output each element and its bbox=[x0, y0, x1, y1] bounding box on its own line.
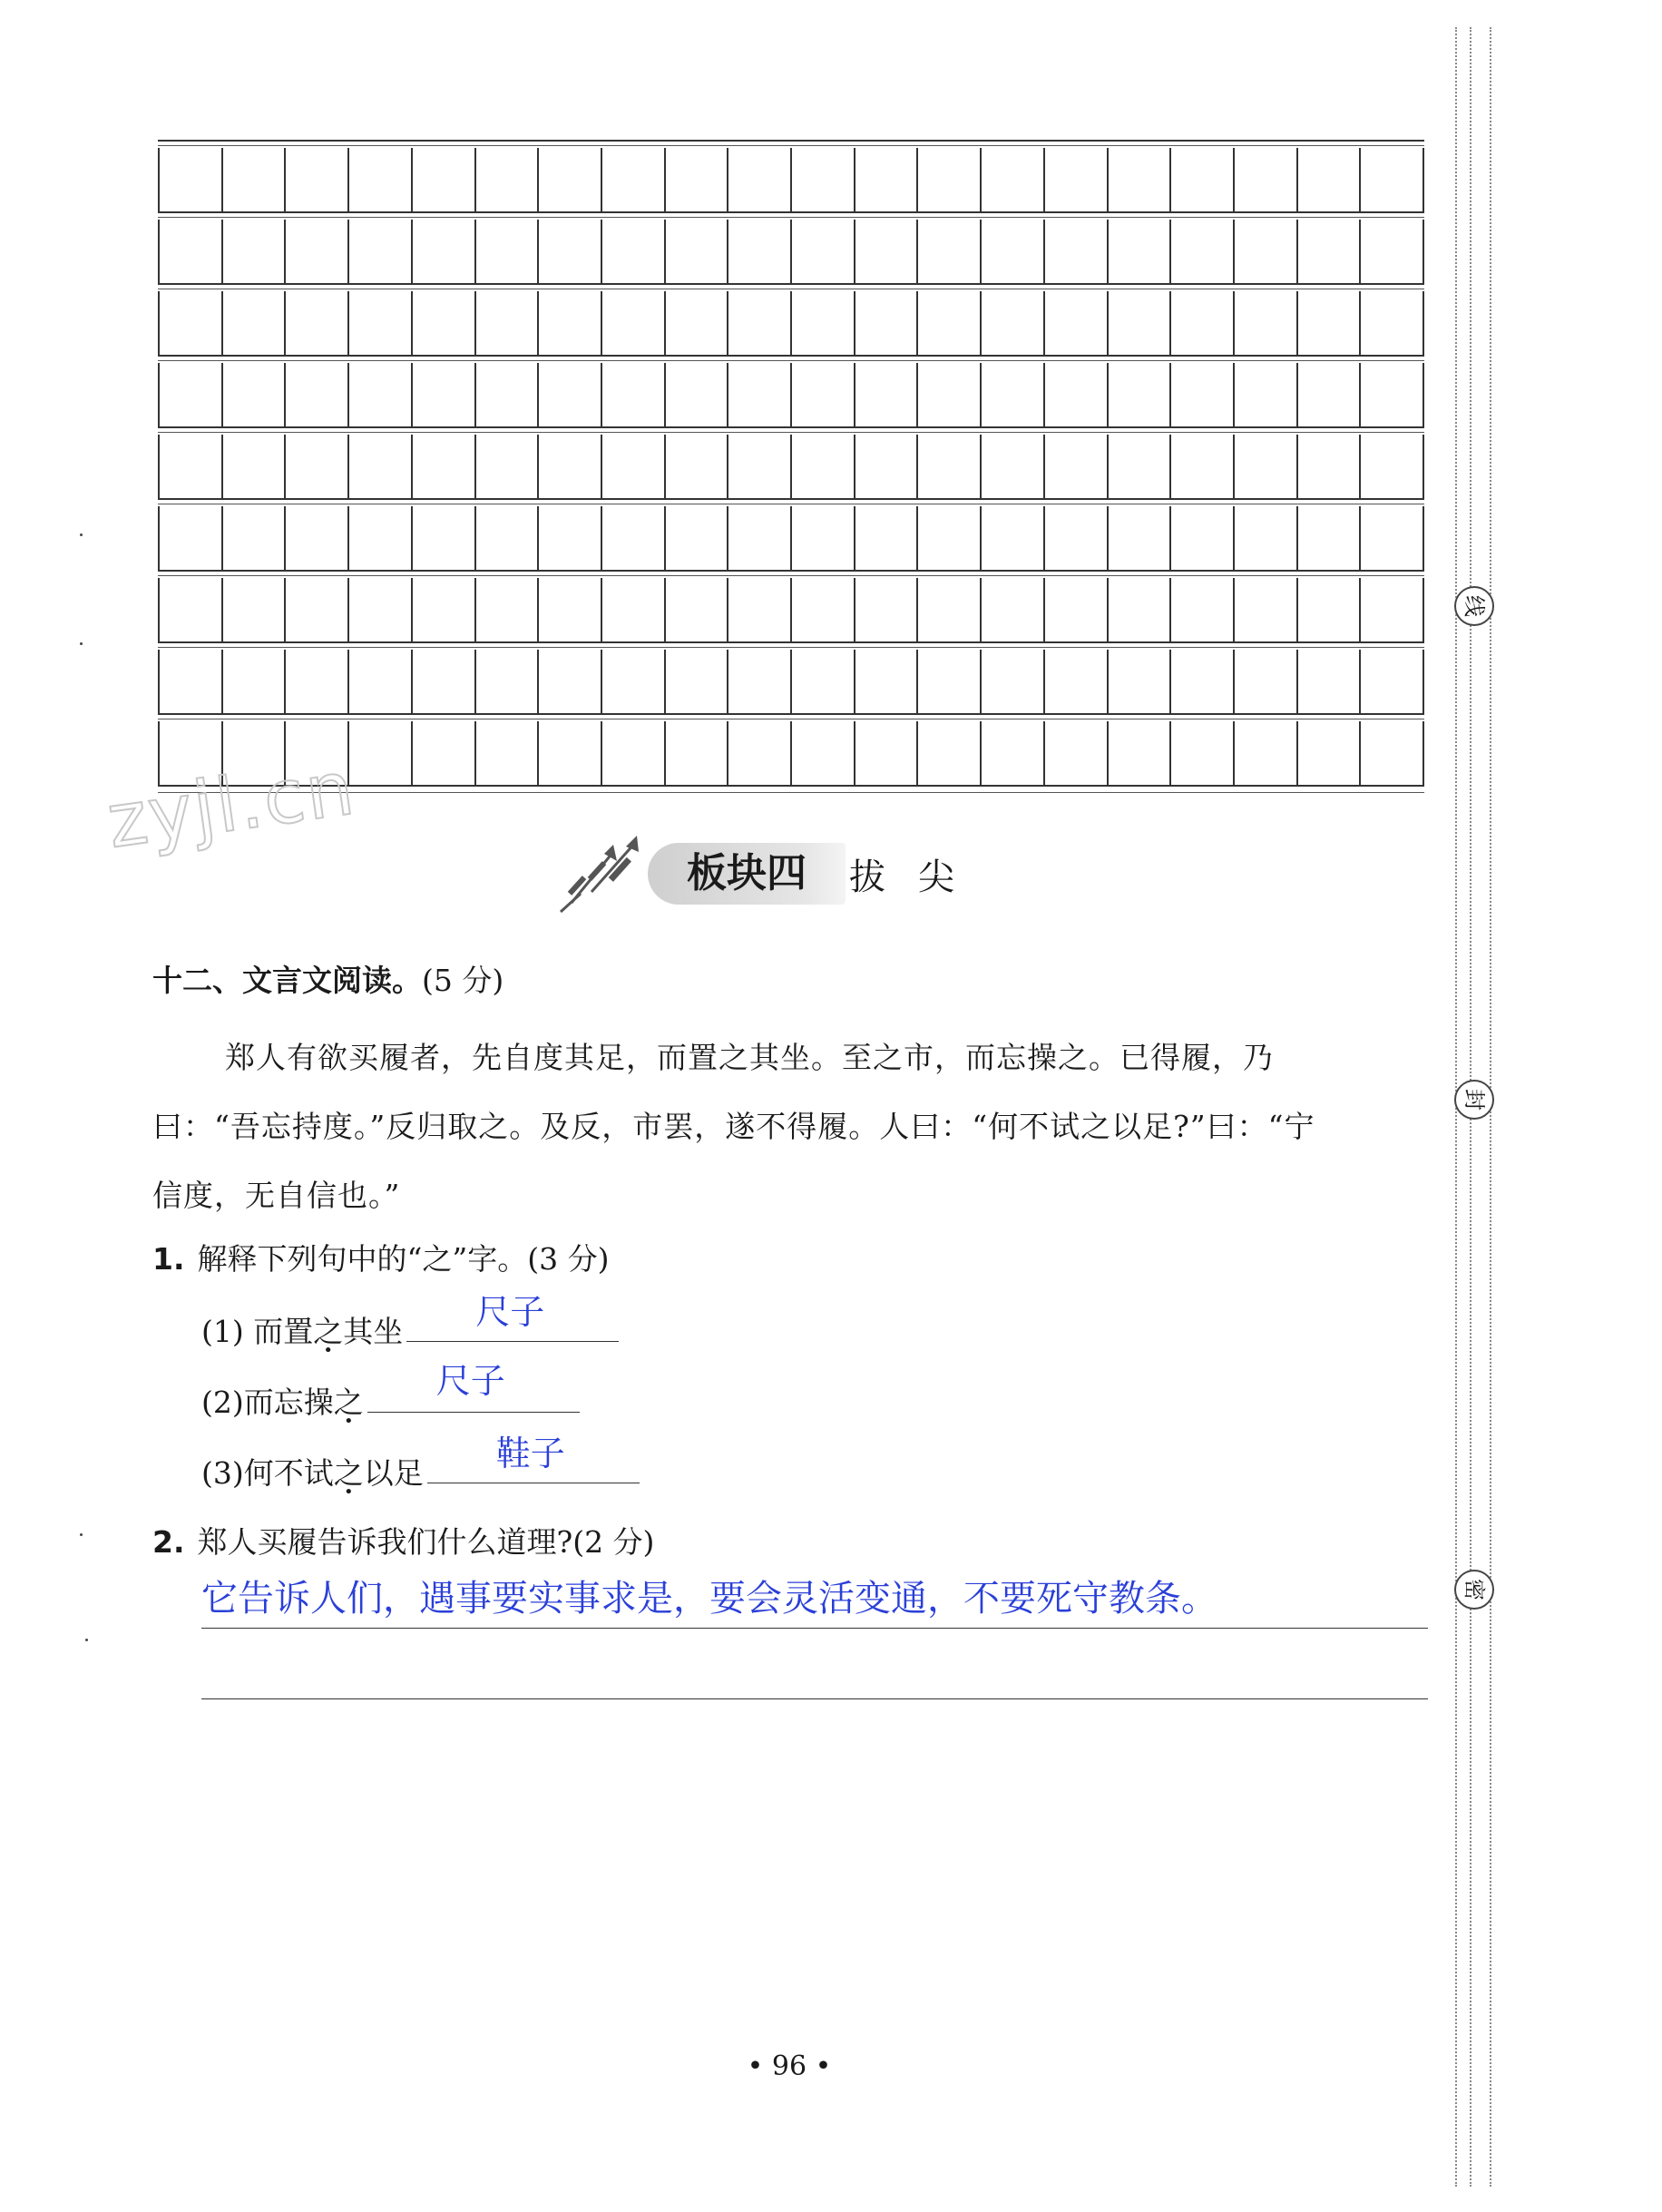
grid-cell[interactable] bbox=[855, 506, 919, 570]
grid-cell[interactable] bbox=[1109, 291, 1172, 355]
grid-cell[interactable] bbox=[1171, 650, 1235, 713]
grid-cell[interactable] bbox=[160, 578, 223, 641]
grid-cell[interactable] bbox=[476, 650, 540, 713]
grid-cell[interactable] bbox=[413, 148, 476, 211]
grid-cell[interactable] bbox=[1045, 220, 1109, 283]
grid-cell[interactable] bbox=[1298, 721, 1362, 785]
grid-cell[interactable] bbox=[792, 435, 855, 498]
grid-cell[interactable] bbox=[792, 506, 855, 570]
grid-cell[interactable] bbox=[539, 650, 602, 713]
grid-cell[interactable] bbox=[982, 650, 1045, 713]
grid-cell[interactable] bbox=[476, 506, 540, 570]
grid-cell[interactable] bbox=[666, 578, 729, 641]
grid-cell[interactable] bbox=[792, 291, 855, 355]
grid-cell[interactable] bbox=[1235, 363, 1298, 426]
sub-question-text: 以足 bbox=[363, 1455, 424, 1491]
grid-cell[interactable] bbox=[918, 721, 982, 785]
grid-cell[interactable] bbox=[728, 650, 792, 713]
grid-cell[interactable] bbox=[223, 506, 287, 570]
grid-cell[interactable] bbox=[539, 506, 602, 570]
grid-cell[interactable] bbox=[286, 148, 349, 211]
grid-cell[interactable] bbox=[286, 650, 349, 713]
grid-cell[interactable] bbox=[1045, 506, 1109, 570]
section-subtitle: 拔尖 bbox=[849, 856, 987, 898]
grid-cell[interactable] bbox=[1171, 506, 1235, 570]
grid-cell[interactable] bbox=[476, 148, 540, 211]
answer-line[interactable] bbox=[201, 1628, 1428, 1629]
grid-cell[interactable] bbox=[1298, 291, 1362, 355]
grid-cell[interactable] bbox=[349, 578, 413, 641]
grid-cell[interactable] bbox=[792, 148, 855, 211]
binding-mark: 线 bbox=[1454, 586, 1494, 626]
grid-cell[interactable] bbox=[1298, 435, 1362, 498]
grid-cell[interactable] bbox=[855, 363, 919, 426]
grid-cell[interactable] bbox=[160, 220, 223, 283]
grid-cell[interactable] bbox=[1235, 650, 1298, 713]
grid-cell[interactable] bbox=[539, 578, 602, 641]
grid-cell[interactable] bbox=[1109, 650, 1172, 713]
emphasis-char: 之 bbox=[333, 1455, 364, 1491]
grid-cell[interactable] bbox=[1109, 363, 1172, 426]
grid-cell[interactable] bbox=[476, 291, 540, 355]
speck bbox=[80, 1533, 83, 1536]
grid-cell[interactable] bbox=[1235, 721, 1298, 785]
grid-cell[interactable] bbox=[982, 721, 1045, 785]
grid-cell[interactable] bbox=[602, 291, 666, 355]
grid-cell[interactable] bbox=[223, 291, 287, 355]
grid-cell[interactable] bbox=[602, 578, 666, 641]
grid-cell[interactable] bbox=[349, 506, 413, 570]
sub-question-3 bbox=[201, 1434, 640, 1493]
grid-cell[interactable] bbox=[1045, 578, 1109, 641]
grid-cell[interactable] bbox=[160, 363, 223, 426]
grid-cell[interactable] bbox=[349, 435, 413, 498]
grid-cell[interactable] bbox=[666, 291, 729, 355]
grid-cell[interactable] bbox=[223, 435, 287, 498]
binding-mark: 封 bbox=[1454, 1080, 1494, 1120]
question-number: 1. bbox=[152, 1241, 185, 1277]
grid-cell[interactable] bbox=[1045, 721, 1109, 785]
binding-mark: 密 bbox=[1454, 1570, 1494, 1610]
grid-cell[interactable] bbox=[666, 363, 729, 426]
grid-cell[interactable] bbox=[349, 220, 413, 283]
grid-cell[interactable] bbox=[855, 148, 919, 211]
grid-cell[interactable] bbox=[223, 363, 287, 426]
grid-cell[interactable] bbox=[1298, 506, 1362, 570]
grid-cell[interactable] bbox=[160, 148, 223, 211]
grid-cell[interactable] bbox=[982, 363, 1045, 426]
grid-cell[interactable] bbox=[539, 363, 602, 426]
grid-cell[interactable] bbox=[286, 435, 349, 498]
grid-cell[interactable] bbox=[286, 363, 349, 426]
grid-cell[interactable] bbox=[413, 220, 476, 283]
grid-cell[interactable] bbox=[1171, 148, 1235, 211]
grid-cell[interactable] bbox=[792, 650, 855, 713]
grid-cell[interactable] bbox=[413, 506, 476, 570]
grid-cell[interactable] bbox=[413, 578, 476, 641]
grid-cell[interactable] bbox=[413, 363, 476, 426]
grid-cell[interactable] bbox=[918, 148, 982, 211]
grid-cell[interactable] bbox=[855, 220, 919, 283]
grid-cell[interactable] bbox=[728, 721, 792, 785]
grid-cell[interactable] bbox=[223, 578, 287, 641]
grid-cell[interactable] bbox=[728, 363, 792, 426]
sub-question-text: (3)何不试 bbox=[201, 1455, 334, 1491]
grid-cell[interactable] bbox=[666, 650, 729, 713]
grid-cell[interactable] bbox=[982, 291, 1045, 355]
grid-cell[interactable] bbox=[1235, 220, 1298, 283]
grid-cell[interactable] bbox=[1171, 578, 1235, 641]
grid-row bbox=[158, 355, 1424, 426]
page-number: • 96 • bbox=[747, 2051, 832, 2082]
speck bbox=[80, 533, 83, 536]
grid-cell[interactable] bbox=[1171, 291, 1235, 355]
grid-cell[interactable] bbox=[286, 578, 349, 641]
passage-line: 信度，无自信也。” bbox=[152, 1178, 401, 1213]
grid-cell[interactable] bbox=[855, 578, 919, 641]
grid-cell[interactable] bbox=[160, 506, 223, 570]
grid-cell[interactable] bbox=[413, 291, 476, 355]
question-prompt: 解释下列句中的“之”字。(3 分) bbox=[197, 1241, 610, 1277]
question-number: 2. bbox=[152, 1524, 185, 1560]
grid-cell[interactable] bbox=[1045, 435, 1109, 498]
question-prompt: 郑人买履告诉我们什么道理?(2 分) bbox=[197, 1524, 655, 1560]
grid-cell[interactable] bbox=[476, 435, 540, 498]
speck bbox=[85, 1639, 88, 1641]
grid-cell[interactable] bbox=[1361, 506, 1424, 570]
handwritten-answer: 尺子 bbox=[435, 1361, 505, 1401]
grid-row bbox=[158, 426, 1424, 498]
grid-cell[interactable] bbox=[1109, 435, 1172, 498]
grid-cell[interactable] bbox=[1361, 650, 1424, 713]
grid-cell[interactable] bbox=[602, 506, 666, 570]
grid-cell[interactable] bbox=[1045, 650, 1109, 713]
grid-row bbox=[158, 498, 1424, 570]
question-heading-title: 十二、文言文阅读。 bbox=[152, 963, 422, 998]
grid-cell[interactable] bbox=[413, 721, 476, 785]
grid-cell[interactable] bbox=[728, 220, 792, 283]
emphasis-char: 之 bbox=[313, 1314, 344, 1349]
grid-cell[interactable] bbox=[1109, 578, 1172, 641]
grid-cell[interactable] bbox=[792, 220, 855, 283]
grid-cell[interactable] bbox=[1109, 148, 1172, 211]
question-heading-score: (5 分) bbox=[422, 963, 504, 998]
grid-cell[interactable] bbox=[602, 220, 666, 283]
upward-arrows-icon bbox=[553, 821, 653, 921]
grid-cell[interactable] bbox=[666, 721, 729, 785]
classical-passage bbox=[152, 1023, 1432, 1230]
grid-cell[interactable] bbox=[1361, 291, 1424, 355]
grid-cell[interactable] bbox=[1235, 291, 1298, 355]
question-1 bbox=[152, 1236, 609, 1278]
grid-cell[interactable] bbox=[1109, 506, 1172, 570]
grid-cell[interactable] bbox=[1298, 578, 1362, 641]
grid-cell[interactable] bbox=[602, 148, 666, 211]
question-heading bbox=[152, 957, 503, 1000]
passage-line: 曰：“吾忘持度。”反归取之。及反，市罢，遂不得履。人曰：“何不试之以足?”曰：“宁 bbox=[152, 1109, 1315, 1144]
grid-row bbox=[158, 570, 1424, 641]
grid-cell[interactable] bbox=[349, 363, 413, 426]
passage-line: 郑人有欲买履者，先自度其足，而置之其坐。至之市，而忘操之。已得履，乃 bbox=[225, 1040, 1274, 1075]
grid-cell[interactable] bbox=[792, 363, 855, 426]
grid-cell[interactable] bbox=[349, 650, 413, 713]
grid-cell[interactable] bbox=[982, 220, 1045, 283]
sub-question-text: (2)而忘操 bbox=[201, 1385, 334, 1420]
grid-cell[interactable] bbox=[1298, 650, 1362, 713]
grid-cell[interactable] bbox=[539, 721, 602, 785]
grid-cell[interactable] bbox=[982, 506, 1045, 570]
grid-cell[interactable] bbox=[1361, 363, 1424, 426]
grid-cell[interactable] bbox=[918, 506, 982, 570]
grid-cell[interactable] bbox=[1235, 578, 1298, 641]
section-banner bbox=[553, 821, 1061, 921]
grid-cell[interactable] bbox=[1298, 220, 1362, 283]
grid-row bbox=[158, 211, 1424, 283]
grid-cell[interactable] bbox=[1298, 363, 1362, 426]
grid-cell[interactable] bbox=[349, 148, 413, 211]
grid-cell[interactable] bbox=[160, 650, 223, 713]
grid-cell[interactable] bbox=[728, 291, 792, 355]
grid-cell[interactable] bbox=[539, 148, 602, 211]
grid-cell[interactable] bbox=[286, 220, 349, 283]
grid-cell[interactable] bbox=[602, 721, 666, 785]
grid-cell[interactable] bbox=[539, 435, 602, 498]
sub-question-1 bbox=[201, 1292, 619, 1351]
grid-cell[interactable] bbox=[349, 291, 413, 355]
grid-cell[interactable] bbox=[1045, 291, 1109, 355]
grid-cell[interactable] bbox=[602, 435, 666, 498]
grid-cell[interactable] bbox=[223, 220, 287, 283]
grid-cell[interactable] bbox=[1361, 721, 1424, 785]
grid-cell[interactable] bbox=[666, 435, 729, 498]
grid-cell[interactable] bbox=[728, 148, 792, 211]
sub-question-2 bbox=[201, 1361, 580, 1422]
grid-cell[interactable] bbox=[792, 721, 855, 785]
grid-cell[interactable] bbox=[918, 291, 982, 355]
grid-cell[interactable] bbox=[286, 506, 349, 570]
section-title: 板块四 bbox=[648, 843, 846, 905]
grid-cell[interactable] bbox=[1361, 220, 1424, 283]
question-2 bbox=[152, 1519, 654, 1561]
handwritten-answer: 它告诉人们，遇事要实事求是，要会灵活变通，不要死守教条。 bbox=[201, 1578, 1217, 1620]
grid-cell[interactable] bbox=[728, 435, 792, 498]
grid-cell[interactable] bbox=[1109, 721, 1172, 785]
grid-row bbox=[158, 641, 1424, 713]
handwritten-answer: 鞋子 bbox=[495, 1434, 565, 1473]
grid-cell[interactable] bbox=[918, 578, 982, 641]
grid-row bbox=[158, 140, 1424, 211]
grid-cell[interactable] bbox=[855, 721, 919, 785]
grid-cell[interactable] bbox=[286, 291, 349, 355]
answer-blank[interactable] bbox=[367, 1361, 580, 1413]
grid-cell[interactable] bbox=[160, 291, 223, 355]
grid-cell[interactable] bbox=[855, 291, 919, 355]
handwritten-answer: 尺子 bbox=[475, 1292, 545, 1332]
grid-cell[interactable] bbox=[476, 721, 540, 785]
answer-line[interactable] bbox=[201, 1698, 1428, 1699]
grid-cell[interactable] bbox=[666, 220, 729, 283]
grid-cell[interactable] bbox=[1235, 435, 1298, 498]
grid-cell[interactable] bbox=[1361, 148, 1424, 211]
watermark: zyjl.cn bbox=[102, 745, 361, 866]
grid-cell[interactable] bbox=[918, 220, 982, 283]
grid-cell[interactable] bbox=[160, 435, 223, 498]
grid-cell[interactable] bbox=[539, 220, 602, 283]
grid-cell[interactable] bbox=[602, 650, 666, 713]
grid-cell[interactable] bbox=[1361, 435, 1424, 498]
sub-question-text: 其坐 bbox=[343, 1314, 404, 1349]
grid-cell[interactable] bbox=[918, 363, 982, 426]
grid-cell[interactable] bbox=[476, 363, 540, 426]
grid-cell[interactable] bbox=[1171, 435, 1235, 498]
grid-cell[interactable] bbox=[223, 148, 287, 211]
grid-cell[interactable] bbox=[918, 650, 982, 713]
writing-grid bbox=[158, 140, 1424, 793]
grid-cell[interactable] bbox=[666, 148, 729, 211]
grid-cell[interactable] bbox=[476, 220, 540, 283]
grid-cell[interactable] bbox=[918, 435, 982, 498]
answer-blank[interactable] bbox=[427, 1434, 640, 1483]
grid-cell[interactable] bbox=[982, 578, 1045, 641]
grid-cell[interactable] bbox=[413, 435, 476, 498]
sub-question-text: (1) 而置 bbox=[201, 1314, 314, 1349]
grid-cell[interactable] bbox=[1171, 721, 1235, 785]
grid-cell[interactable] bbox=[476, 578, 540, 641]
grid-cell[interactable] bbox=[1235, 148, 1298, 211]
grid-cell[interactable] bbox=[728, 506, 792, 570]
grid-cell[interactable] bbox=[982, 435, 1045, 498]
grid-cell[interactable] bbox=[855, 435, 919, 498]
grid-cell[interactable] bbox=[1045, 363, 1109, 426]
grid-cell[interactable] bbox=[349, 721, 413, 785]
grid-cell[interactable] bbox=[728, 578, 792, 641]
grid-cell[interactable] bbox=[855, 650, 919, 713]
grid-cell[interactable] bbox=[1361, 578, 1424, 641]
speck bbox=[80, 642, 83, 645]
grid-cell[interactable] bbox=[602, 363, 666, 426]
grid-cell[interactable] bbox=[1298, 148, 1362, 211]
grid-cell[interactable] bbox=[539, 291, 602, 355]
grid-cell[interactable] bbox=[1109, 220, 1172, 283]
grid-cell[interactable] bbox=[413, 650, 476, 713]
emphasis-char: 之 bbox=[333, 1385, 364, 1420]
grid-cell[interactable] bbox=[1171, 220, 1235, 283]
grid-cell[interactable] bbox=[666, 506, 729, 570]
grid-cell[interactable] bbox=[792, 578, 855, 641]
grid-cell[interactable] bbox=[1045, 148, 1109, 211]
grid-cell[interactable] bbox=[982, 148, 1045, 211]
grid-row bbox=[158, 283, 1424, 355]
grid-cell[interactable] bbox=[1235, 506, 1298, 570]
grid-cell[interactable] bbox=[1171, 363, 1235, 426]
grid-cell[interactable] bbox=[223, 650, 287, 713]
answer-blank[interactable] bbox=[406, 1292, 619, 1342]
